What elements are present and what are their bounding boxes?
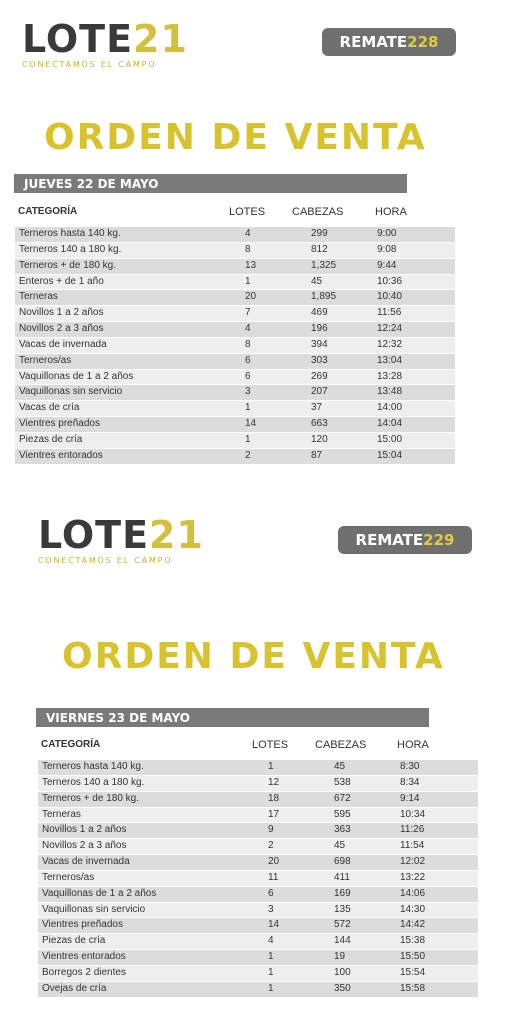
header-category: CATEGORÍA	[18, 206, 78, 217]
header-heads: CABEZAS	[292, 206, 344, 218]
cell-heads: 595	[334, 808, 351, 820]
cell-heads: 303	[311, 354, 328, 366]
remate-badge	[338, 526, 472, 554]
cell-lots: 1	[245, 275, 251, 287]
cell-category: Vacas de invernada	[19, 338, 107, 350]
cell-time: 10:34	[400, 808, 426, 820]
date-bar: JUEVES 22 DE MAYO	[14, 174, 407, 193]
cell-time: 13:28	[377, 370, 403, 382]
cell-heads: 663	[311, 418, 328, 430]
table-row	[38, 854, 478, 870]
header-time: HORA	[375, 206, 407, 218]
table-row	[38, 838, 478, 854]
cell-category: Terneros + de 180 kg.	[19, 259, 117, 271]
cell-time: 15:04	[377, 449, 403, 461]
cell-heads: 45	[334, 761, 346, 772]
cell-time: 15:00	[377, 433, 403, 445]
remate-label: REMATE	[355, 531, 424, 549]
remate-label: REMATE	[339, 33, 408, 51]
cell-category: Terneros 140 a 180 kg.	[42, 776, 145, 788]
cell-lots: 7	[245, 307, 251, 319]
cell-heads: 299	[311, 228, 328, 239]
cell-lots: 18	[268, 792, 280, 804]
cell-lots: 20	[268, 856, 280, 868]
cell-category: Ovejas de cría	[42, 982, 107, 994]
cell-lots: 6	[245, 370, 251, 382]
table-header	[41, 739, 481, 755]
cell-heads: 672	[334, 792, 351, 804]
table-row	[38, 759, 478, 775]
cell-heads: 812	[311, 243, 328, 255]
cell-heads: 572	[334, 919, 351, 931]
cell-heads: 363	[334, 824, 351, 836]
cell-lots: 4	[268, 935, 274, 947]
cell-heads: 350	[334, 982, 351, 994]
cell-lots: 4	[245, 323, 251, 335]
remate-number: 229	[423, 531, 455, 549]
cell-category: Novillos 2 a 3 años	[19, 323, 104, 335]
cell-lots: 14	[268, 919, 280, 931]
cell-lots: 20	[245, 291, 257, 303]
table-row	[38, 965, 478, 981]
cell-time: 14:00	[377, 402, 403, 414]
cell-lots: 6	[245, 354, 251, 366]
cell-lots: 6	[268, 887, 274, 899]
cell-heads: 120	[311, 433, 328, 445]
cell-time: 15:58	[400, 982, 426, 994]
cell-heads: 45	[334, 840, 346, 852]
cell-category: Vientres preñados	[42, 919, 123, 931]
logo-tagline: CONECTAMOS EL CAMPO	[38, 556, 173, 565]
cell-lots: 1	[268, 982, 274, 994]
cell-time: 12:24	[377, 323, 403, 335]
cell-lots: 1	[268, 966, 274, 978]
cell-time: 11:56	[377, 307, 402, 319]
cell-lots: 4	[245, 228, 251, 239]
cell-category: Novillos 1 a 2 años	[19, 307, 104, 319]
cell-heads: 169	[334, 887, 351, 899]
table-row	[38, 981, 478, 997]
cell-category: Terneros/as	[42, 871, 95, 883]
cell-lots: 2	[268, 840, 274, 852]
cell-heads: 144	[334, 935, 351, 947]
cell-time: 14:04	[377, 418, 403, 430]
cell-lots: 14	[245, 418, 257, 430]
table-row	[38, 902, 478, 918]
cell-lots: 13	[245, 259, 257, 271]
cell-lots: 1	[245, 433, 251, 445]
cell-category: Vaquillonas de 1 a 2 años	[19, 370, 134, 382]
lote21-logo	[38, 513, 204, 565]
cell-time: 9:44	[377, 259, 397, 271]
header-lots: LOTES	[252, 739, 289, 751]
cell-lots: 17	[268, 808, 280, 820]
cell-heads: 394	[311, 338, 328, 350]
remate-number: 228	[407, 33, 439, 51]
cell-time: 9:00	[377, 228, 397, 239]
cell-time: 15:50	[400, 951, 426, 963]
cell-lots: 1	[268, 761, 274, 772]
cell-heads: 269	[311, 370, 328, 382]
table-row	[38, 807, 478, 823]
cell-heads: 469	[311, 307, 328, 319]
cell-category: Vientres preñados	[19, 418, 100, 430]
cell-time: 12:32	[377, 338, 403, 350]
logo-text-right: 21	[133, 17, 188, 61]
cell-category: Terneros hasta 140 kg.	[19, 228, 121, 239]
logo-text-left: LOTE	[22, 17, 134, 61]
logo-tagline: CONECTAMOS EL CAMPO	[22, 60, 157, 69]
cell-time: 13:48	[377, 386, 403, 398]
cell-time: 15:38	[400, 935, 426, 947]
cell-category: Borregos 2 dientes	[42, 966, 126, 978]
cell-time: 13:22	[400, 871, 426, 883]
table-row	[38, 949, 478, 965]
cell-heads: 135	[334, 903, 351, 915]
cell-time: 14:42	[400, 919, 426, 931]
cell-time: 15:54	[400, 966, 426, 978]
cell-heads: 37	[311, 402, 323, 414]
cell-heads: 87	[311, 449, 323, 461]
cell-category: Vacas de cría	[19, 402, 80, 414]
cell-heads: 698	[334, 856, 351, 868]
page-title: ORDEN DE VENTA	[62, 636, 445, 677]
cell-lots: 9	[268, 824, 274, 836]
cell-category: Terneros/as	[19, 354, 72, 366]
cell-time: 9:08	[377, 243, 397, 255]
table-row	[38, 791, 478, 807]
cell-time: 11:54	[400, 840, 425, 852]
cell-category: Terneras	[19, 291, 58, 303]
cell-lots: 1	[268, 951, 274, 963]
cell-category: Terneras	[42, 808, 81, 820]
table-row	[38, 886, 478, 902]
cell-lots: 1	[245, 402, 251, 414]
cell-category: Terneros 140 a 180 kg.	[19, 243, 122, 255]
cell-lots: 8	[245, 338, 251, 350]
cell-lots: 11	[268, 871, 279, 883]
cell-heads: 45	[311, 275, 323, 287]
cell-time: 13:04	[377, 354, 403, 366]
cell-time: 8:34	[400, 776, 420, 788]
cell-heads: 207	[311, 386, 328, 398]
table-row	[38, 870, 478, 886]
cell-lots: 2	[245, 449, 251, 461]
header-category: CATEGORÍA	[41, 739, 101, 750]
cell-heads: 196	[311, 323, 328, 335]
table-row	[38, 822, 478, 838]
cell-time: 8:30	[400, 761, 420, 772]
cell-heads: 19	[334, 951, 346, 963]
cell-category: Piezas de cría	[42, 935, 106, 947]
cell-category: Vaquillonas de 1 a 2 años	[42, 887, 157, 899]
logo-text-left: LOTE	[38, 513, 150, 557]
table-row	[38, 775, 478, 791]
cell-heads: 1,325	[311, 259, 337, 271]
cell-category: Novillos 1 a 2 años	[42, 824, 127, 836]
cell-category: Novillos 2 a 3 años	[42, 840, 127, 852]
cell-heads: 538	[334, 776, 351, 788]
cell-category: Terneros hasta 140 kg.	[42, 761, 144, 772]
cell-category: Vacas de invernada	[42, 856, 130, 868]
table-row	[38, 933, 478, 949]
date-bar: VIERNES 23 DE MAYO	[36, 708, 429, 727]
cell-time: 10:40	[377, 291, 403, 303]
cell-category: Vaquillonas sin servicio	[19, 386, 123, 398]
sale-order-table	[38, 759, 478, 997]
cell-lots: 8	[245, 243, 251, 255]
cell-heads: 411	[334, 871, 350, 883]
cell-category: Vaquillonas sin servicio	[42, 903, 146, 915]
cell-category: Piezas de cría	[19, 433, 83, 445]
cell-time: 10:36	[377, 275, 403, 287]
cell-time: 14:30	[400, 903, 426, 915]
cell-lots: 3	[268, 903, 274, 915]
logo-text-right: 21	[149, 513, 204, 557]
cell-time: 11:26	[400, 824, 425, 836]
cell-heads: 100	[334, 966, 351, 978]
cell-category: Vientres entorados	[42, 951, 126, 963]
cell-time: 14:06	[400, 887, 426, 899]
cell-category: Vientres entorados	[19, 449, 103, 461]
header-lots: LOTES	[229, 206, 266, 218]
cell-lots: 3	[245, 386, 251, 398]
table-row	[38, 917, 478, 933]
page-title: ORDEN DE VENTA	[44, 117, 427, 158]
cell-heads: 1,895	[311, 291, 337, 303]
header-time: HORA	[397, 739, 429, 751]
cell-time: 9:14	[400, 792, 420, 804]
cell-category: Enteros + de 1 año	[19, 275, 104, 287]
cell-lots: 12	[268, 776, 280, 788]
header-heads: CABEZAS	[315, 739, 367, 751]
cell-time: 12:02	[400, 856, 426, 868]
cell-category: Terneros + de 180 kg.	[42, 792, 140, 804]
